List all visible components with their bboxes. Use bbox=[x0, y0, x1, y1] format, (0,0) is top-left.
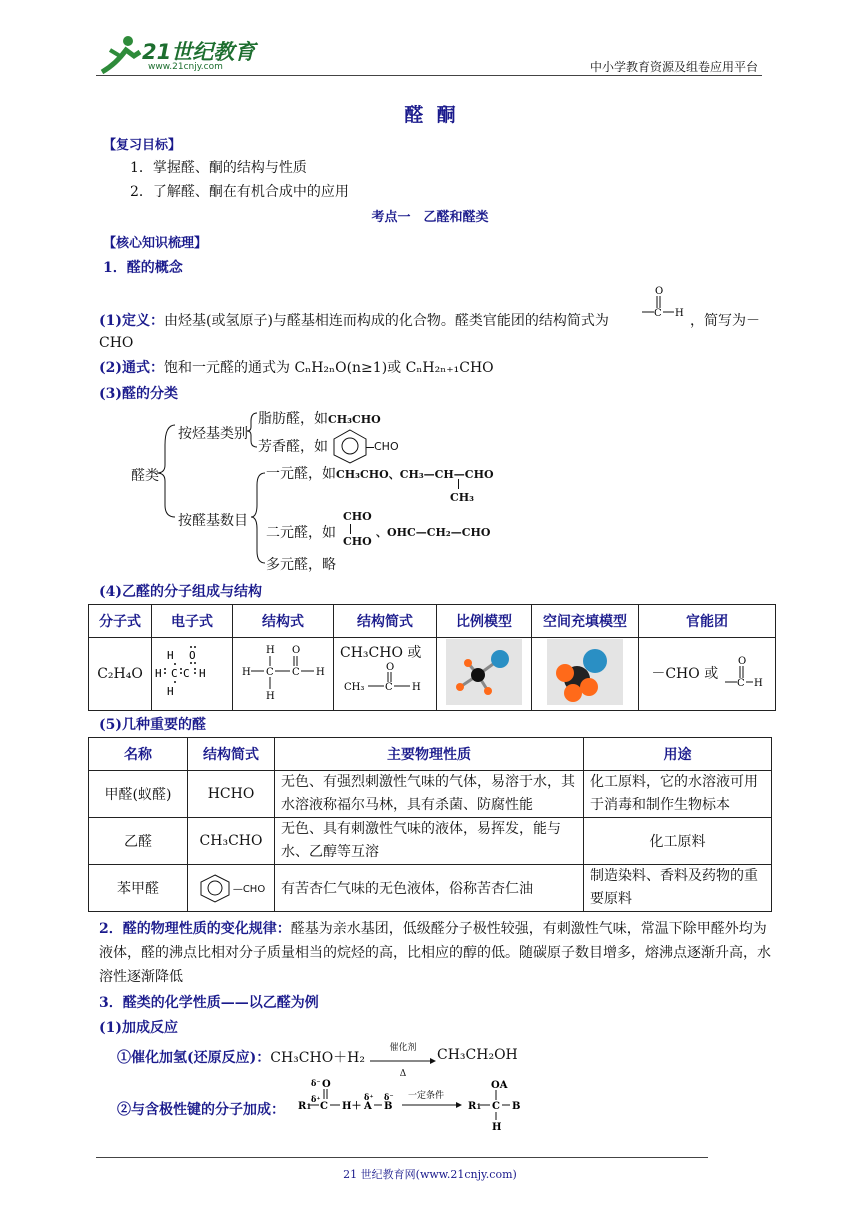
review-item: 2．了解醛、酮在有机合成中的应用 bbox=[130, 184, 349, 200]
definition-cont: CHO bbox=[99, 335, 134, 351]
reaction-2-label: ②与含极性键的分子加成： bbox=[117, 1102, 285, 1118]
table-row: 甲醛(蚁醛) HCHO 无色、有强烈刺激性气味的气体，易溶于水，其水溶液称福尔马林，具有杀菌、防腐性能 化工原料，它的水溶液可用于消毒和制作生物标本 bbox=[89, 771, 772, 818]
svg-text:δ⁺: δ⁺ bbox=[364, 1092, 374, 1102]
simplified-formula: CH₃CHO 或 O CH₃ C H bbox=[334, 638, 437, 711]
col-header: 主要物理性质 bbox=[275, 738, 584, 771]
functional-group: －CHO 或 O C H bbox=[639, 638, 776, 711]
col-header: 电子式 bbox=[152, 605, 233, 638]
class-b2b-ex2: CHO bbox=[343, 535, 372, 548]
addition-title: (1)加成反应 bbox=[99, 1020, 178, 1036]
platform-name: 中小学教育资源及组卷应用平台 bbox=[589, 60, 758, 74]
class-root: 醛类 bbox=[131, 468, 159, 484]
svg-text:R1: R1 bbox=[298, 1101, 312, 1112]
svg-text:C: C bbox=[171, 667, 178, 680]
class-b1b: 芳香醛，如 bbox=[258, 439, 328, 455]
page-title: 醛 酮 bbox=[404, 104, 456, 126]
ball-stick-model bbox=[437, 638, 532, 711]
svg-text:B: B bbox=[512, 1101, 521, 1112]
review-heading: 【复习目标】 bbox=[103, 138, 182, 153]
class-b2c: 多元醛，略 bbox=[266, 557, 336, 573]
svg-text:δ⁻: δ⁻ bbox=[384, 1092, 394, 1102]
important-aldehydes-table bbox=[88, 737, 772, 912]
svg-text:H: H bbox=[266, 691, 275, 702]
svg-text:C: C bbox=[736, 678, 745, 689]
svg-text:A: A bbox=[364, 1101, 372, 1112]
benzene-ring-icon bbox=[197, 873, 233, 903]
svg-text:CH₃: CH₃ bbox=[344, 682, 365, 693]
svg-text:H＋: H＋ bbox=[342, 1101, 362, 1112]
svg-text:O: O bbox=[737, 656, 746, 667]
core-heading: 【核心知识梳理】 bbox=[103, 236, 208, 251]
svg-text:δ⁻: δ⁻ bbox=[311, 1078, 321, 1088]
svg-text:H: H bbox=[753, 678, 763, 689]
reaction-1-product: CH₃CH₂OH bbox=[437, 1047, 518, 1063]
reaction-1-arrow: 催化剂 Δ bbox=[370, 1040, 436, 1079]
svg-text:R1: R1 bbox=[468, 1101, 482, 1112]
svg-text:C: C bbox=[385, 682, 393, 693]
space-filling-model bbox=[532, 638, 639, 711]
svg-text:C: C bbox=[320, 1101, 328, 1112]
col-header: 名称 bbox=[89, 738, 188, 771]
svg-text:C: C bbox=[183, 667, 190, 680]
svg-text:O: O bbox=[655, 286, 664, 297]
svg-text:H: H bbox=[316, 667, 325, 678]
svg-text:C: C bbox=[492, 1101, 500, 1112]
class-b2b-ex1: CHO bbox=[343, 510, 372, 523]
class-b1a: 脂肪醛，如CH₃CHO bbox=[258, 411, 381, 427]
svg-text:O: O bbox=[189, 649, 196, 662]
definition: (1)定义：由烃基(或氢原子)与醛基相连而构成的化合物。醛类官能团的结构简式为 bbox=[99, 313, 609, 329]
s4-title: (4)乙醛的分子组成与结构 bbox=[99, 584, 262, 600]
svg-text:H: H bbox=[675, 308, 684, 319]
logo bbox=[96, 34, 266, 74]
class-b2b-bond bbox=[350, 524, 351, 534]
s5-title: (5)几种重要的醛 bbox=[99, 717, 206, 733]
svg-text:OA: OA bbox=[491, 1080, 508, 1091]
svg-text:H: H bbox=[167, 649, 174, 662]
svg-text:O: O bbox=[386, 662, 395, 673]
class-b2b-ex3: 、OHC—CH₂—CHO bbox=[376, 526, 491, 539]
definition-tail: ，简写为－ bbox=[690, 313, 760, 329]
svg-text:δ⁺: δ⁺ bbox=[311, 1094, 321, 1104]
class-b1b-ex: CHO bbox=[366, 440, 399, 453]
reaction-1: ①催化加氢(还原反应)：CH₃CHO＋H₂ bbox=[117, 1050, 366, 1066]
header-divider bbox=[96, 75, 762, 76]
svg-text:H: H bbox=[266, 645, 275, 656]
logo-text: 21世纪教育 bbox=[142, 40, 256, 64]
table-row: 苯甲醛 —CHO 有苦杏仁气味的无色液体，俗称苦杏仁油 制造染料、香料及药物的重要原料 bbox=[89, 865, 772, 912]
col-header: 结构式 bbox=[233, 605, 334, 638]
class-b2a: 一元醛，如CH₃CHO、CH₃—CH—CHO bbox=[266, 466, 494, 482]
structural-formula bbox=[233, 638, 334, 711]
svg-text:H: H bbox=[167, 685, 174, 698]
svg-text:一定条件: 一定条件 bbox=[408, 1091, 445, 1101]
col-header: 结构简式 bbox=[188, 738, 275, 771]
general-formula: (2)通式：饱和一元醛的通式为 CₙH₂ₙO(n≥1)或 CₙH₂ₙ₊₁CHO bbox=[99, 360, 494, 376]
svg-text:C: C bbox=[654, 308, 662, 319]
col-header: 空间充填模型 bbox=[532, 605, 639, 638]
table-row: 乙醛 CH₃CHO 无色、具有刺激性气味的液体，易挥发，能与水、乙醇等互溶 化工原料 bbox=[89, 818, 772, 865]
molecular-formula: C₂H₄O bbox=[89, 638, 152, 711]
svg-text:C: C bbox=[266, 667, 274, 678]
class-b1: 按烃基类别 bbox=[178, 426, 248, 442]
review-item: 1．掌握醛、酮的结构与性质 bbox=[130, 160, 307, 176]
col-header: 分子式 bbox=[89, 605, 152, 638]
benzene-ring-icon bbox=[330, 428, 370, 464]
col-header: 用途 bbox=[584, 738, 772, 771]
section-title: 考点一 乙醛和醛类 bbox=[371, 210, 489, 225]
s1-title: 1．醛的概念 bbox=[103, 260, 183, 276]
svg-text:H: H bbox=[412, 682, 421, 693]
acetaldehyde-structure-table bbox=[88, 604, 776, 711]
col-header: 比例模型 bbox=[437, 605, 532, 638]
logo-url: www.21cnjy.com bbox=[148, 62, 223, 72]
class-b2: 按醛基数目 bbox=[178, 513, 248, 529]
svg-text:H: H bbox=[199, 667, 206, 680]
col-header: 结构简式 bbox=[334, 605, 437, 638]
class-b2a-sub: CH₃ bbox=[450, 491, 474, 504]
physical-properties: 2．醛的物理性质的变化规律：醛基为亲水基团，低级醛分子极性较强，有刺激性气味，常温下除甲醛外均为液体，醛的沸点比相对分子质量相当的烷烃的高，比相应的醇的低。随碳原子数目增多，熔沸点逐渐升高，水溶性逐渐降低 bbox=[99, 921, 771, 985]
reaction-2-equation bbox=[296, 1078, 536, 1134]
svg-text:C: C bbox=[292, 667, 300, 678]
footer-divider bbox=[96, 1157, 708, 1158]
electron-formula bbox=[152, 638, 233, 711]
svg-text:H: H bbox=[155, 667, 162, 680]
class-b2a-branch bbox=[458, 479, 459, 489]
col-header: 官能团 bbox=[639, 605, 776, 638]
svg-text:O: O bbox=[292, 645, 301, 656]
classification-title: (3)醛的分类 bbox=[99, 386, 178, 402]
class-b2b: 二元醛，如 bbox=[266, 525, 336, 541]
svg-text:H: H bbox=[242, 667, 251, 678]
runner-icon bbox=[96, 34, 146, 76]
svg-text:B: B bbox=[384, 1101, 393, 1112]
svg-text:H: H bbox=[492, 1122, 502, 1133]
s3-title: 3．醛类的化学性质——以乙醛为例 bbox=[99, 995, 319, 1011]
svg-text:O: O bbox=[322, 1079, 331, 1090]
footer-text: 21 世纪教育网(www.21cnjy.com) bbox=[343, 1168, 517, 1181]
aldehyde-group-structure bbox=[640, 284, 688, 320]
